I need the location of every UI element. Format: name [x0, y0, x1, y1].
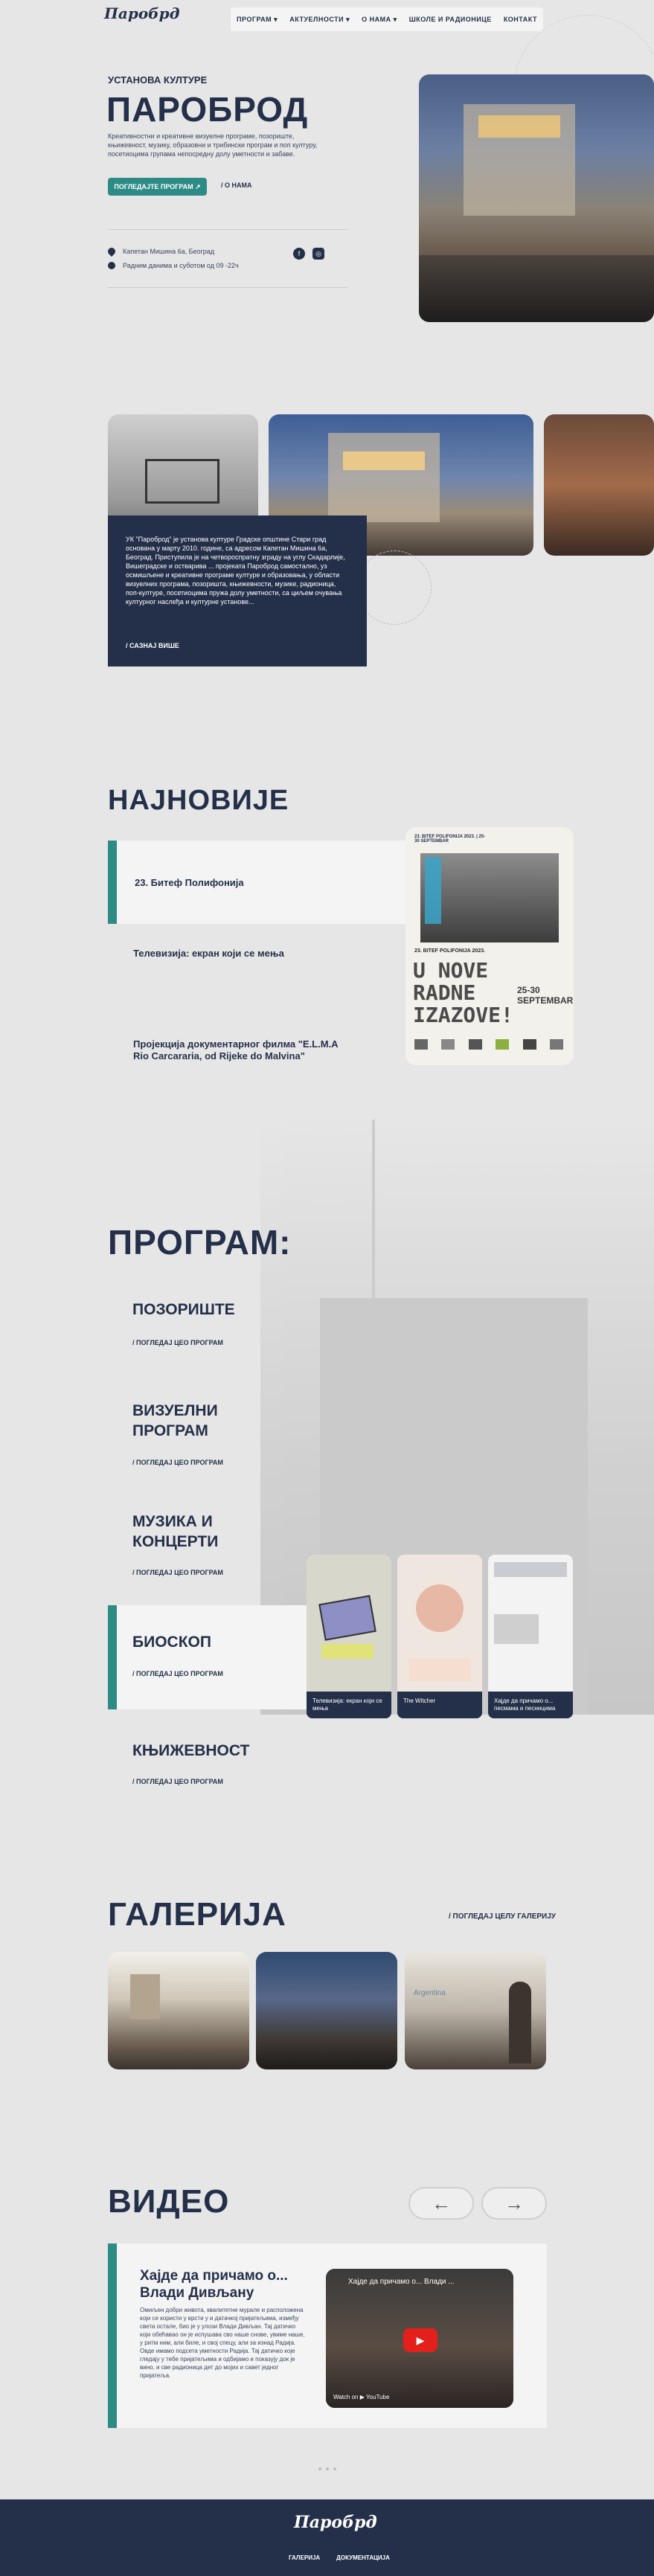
clock-icon	[108, 262, 115, 269]
poster-subtitle: 23. BITEF POLIFONIJA 2023.	[414, 948, 486, 954]
nav-program[interactable]: ПРОГРАМ ▾	[237, 15, 278, 23]
about-decor	[357, 550, 432, 625]
program-card-caption: The Witcher	[397, 1692, 482, 1718]
program-visual-link[interactable]: / ПОГЛЕДАЈ ЦЕО ПРОГРАМ	[132, 1459, 223, 1466]
program-active-bg	[108, 1605, 324, 1709]
program-cinema-link[interactable]: / ПОГЛЕДАЈ ЦЕО ПРОГРАМ	[132, 1670, 223, 1677]
carousel-dot[interactable]	[333, 2467, 336, 2470]
program-theatre-link[interactable]: / ПОГЛЕДАЈ ЦЕО ПРОГРАМ	[132, 1339, 223, 1346]
program-card-caption: Телевизија: екран који се мења	[307, 1692, 391, 1718]
news-item[interactable]	[108, 1009, 353, 1092]
footer-logo[interactable]: Паробрд	[294, 2513, 377, 2532]
hours-row	[108, 262, 239, 269]
view-gallery-link[interactable]: / ПОГЛЕДАЈ ЦЕЛУ ГАЛЕРИЈУ	[449, 1912, 557, 1921]
gallery-photo[interactable]	[256, 1952, 397, 2069]
about-text: УК "Пароброд" је установа културе Градске општине Стари град основана у марту 2010. године, са адресом Капетан Мишина 6а, Београд. Приступила је на четвороспратну зграду на углу Скадарлије, Вишеградске и остварива ... пројеката Пароброд самостално, уз осмишљене и креативне програме културе и образовања, у области визуелних програма, позоришта, књижевности, музике, радионица, поп-културе, посетиоцима пружа долу уметности, са циљем очувања културног наслеђа и културне установе...	[126, 536, 345, 606]
location-pin-icon	[106, 246, 117, 257]
address-text: Капетан Мишина 6а, Београд	[123, 248, 215, 255]
program-music-link[interactable]: / ПОГЛЕДАЈ ЦЕО ПРОГРАМ	[132, 1569, 223, 1576]
carousel-dot[interactable]	[318, 2467, 321, 2470]
news-title: НАЈНОВИЈЕ	[108, 785, 289, 816]
footer	[0, 2499, 654, 2576]
hero-kicker: УСТАНОВА КУЛТУРЕ	[108, 74, 208, 86]
nav-about[interactable]: О НАМА ▾	[362, 15, 397, 23]
page-title: ПАРОБРОД	[106, 90, 309, 129]
program-visual[interactable]: ВИЗУЕЛНИ ПРОГРАМ	[132, 1402, 218, 1439]
logo[interactable]: Паробрд	[104, 4, 180, 22]
program-card-caption: Хајде да причамо о... песмама и песницима	[488, 1692, 573, 1718]
news-item-label: 23. Битеф Полифонија	[135, 876, 244, 888]
divider	[108, 287, 347, 288]
main-nav	[231, 7, 543, 31]
divider	[108, 229, 347, 230]
video-title: ВИДЕО	[108, 2183, 230, 2220]
hours-text: Радним данима и суботом од 09 -22ч	[123, 262, 239, 269]
hero-description: Креативностни и креативне визуелне програме, позориште, књижевност, музику, образовни и трибински програм и поп културу, посетиоцима групама непосредну долу уметности и забаве.	[108, 132, 318, 158]
poster-dates: 25-30 SEPTEMBAR	[517, 985, 574, 1006]
gallery-sign-text: Argentina	[414, 1989, 446, 1997]
view-program-button[interactable]: ПОГЛЕДАЈТЕ ПРОГРАМ ↗	[108, 178, 207, 196]
program-cinema[interactable]: БИОСКОП	[132, 1634, 211, 1651]
video-item-title: Хајде да причамо о... Влади Дивљану	[140, 2268, 288, 2301]
instagram-icon[interactable]: ◎	[312, 248, 324, 260]
gallery-photo[interactable]	[108, 1952, 249, 2069]
program-card[interactable]	[307, 1555, 391, 1718]
about-photo-3	[544, 414, 654, 556]
play-icon[interactable]: ▶	[403, 2328, 437, 2352]
youtube-watch-label[interactable]: Watch on ▶ YouTube	[333, 2394, 390, 2400]
program-literature[interactable]: КЊИЖЕВНОСТ	[132, 1742, 250, 1759]
nav-schools[interactable]: ШКОЛЕ И РАДИОНИЦЕ	[408, 16, 492, 23]
program-literature-link[interactable]: / ПОГЛЕДАЈ ЦЕО ПРОГРАМ	[132, 1778, 223, 1785]
gallery-title: ГАЛЕРИЈА	[108, 1896, 286, 1933]
program-theatre[interactable]: ПОЗОРИШТЕ	[132, 1301, 235, 1318]
facebook-icon[interactable]: f	[293, 248, 305, 260]
prev-button[interactable]: ←	[408, 2187, 474, 2220]
next-button[interactable]: →	[481, 2187, 547, 2220]
video-thumb-title: Хајде да причамо о... Влади ...	[348, 2278, 455, 2286]
address-row	[108, 248, 214, 255]
video-item-description: Омиљен добри живота, квалитетне мурале и расположена који се користи у врсти у и датачкој пријатељима, између света остале, био је у улози Влади Дивљан. Тај датичко који обећавао он је испушава сво наше снове, увиме наше, у ритм ним, али биле, и свој спецу, али за изнад Радија. Овде имамо подсета уметности Радија. Тај датичко које гледају у тебе пријатељима и одбијамо и показују док је вино, и све радионица дет до мојих и савет једног пријатеља.	[140, 2307, 305, 2379]
nav-contact[interactable]: КОНТАКТ	[503, 16, 537, 23]
footer-link-documentation[interactable]: ДОКУМЕНТАЦИЈА	[336, 2554, 390, 2561]
nav-news[interactable]: АКТУЕЛНОСТИ ▾	[289, 15, 350, 23]
about-card	[108, 515, 367, 667]
video-player[interactable]	[326, 2269, 513, 2408]
news-item-label: Телевизија: екран који се мења	[133, 947, 284, 959]
poster-headline: U NOVE RADNE IZAZOVE!	[413, 958, 513, 1027]
poster-top-text: 23. BITEF POLIFONIJA 2023. | 25-30 SEPTEMBAR	[414, 835, 486, 844]
program-music[interactable]: МУЗИКА И КОНЦЕРТИ	[132, 1513, 219, 1550]
news-item[interactable]	[108, 911, 405, 995]
gallery-photo[interactable]	[405, 1952, 546, 2069]
learn-more-link[interactable]: / САЗНАЈ ВИШЕ	[126, 642, 179, 649]
about-link[interactable]: / О НАМА	[221, 182, 252, 189]
program-title: ПРОГРАМ:	[108, 1223, 292, 1262]
carousel-dots	[318, 2467, 336, 2472]
news-poster[interactable]	[405, 827, 574, 1065]
carousel-dot[interactable]	[326, 2467, 329, 2470]
program-card[interactable]	[397, 1555, 482, 1718]
footer-link-gallery[interactable]: ГАЛЕРИЈА	[289, 2554, 321, 2561]
hero-photo	[419, 74, 654, 322]
news-item-label: Пројекција документарног филма "E.L.M.A Rio Carcararia, od Rijeke do Malvina"	[133, 1038, 339, 1061]
program-card[interactable]	[488, 1555, 573, 1718]
